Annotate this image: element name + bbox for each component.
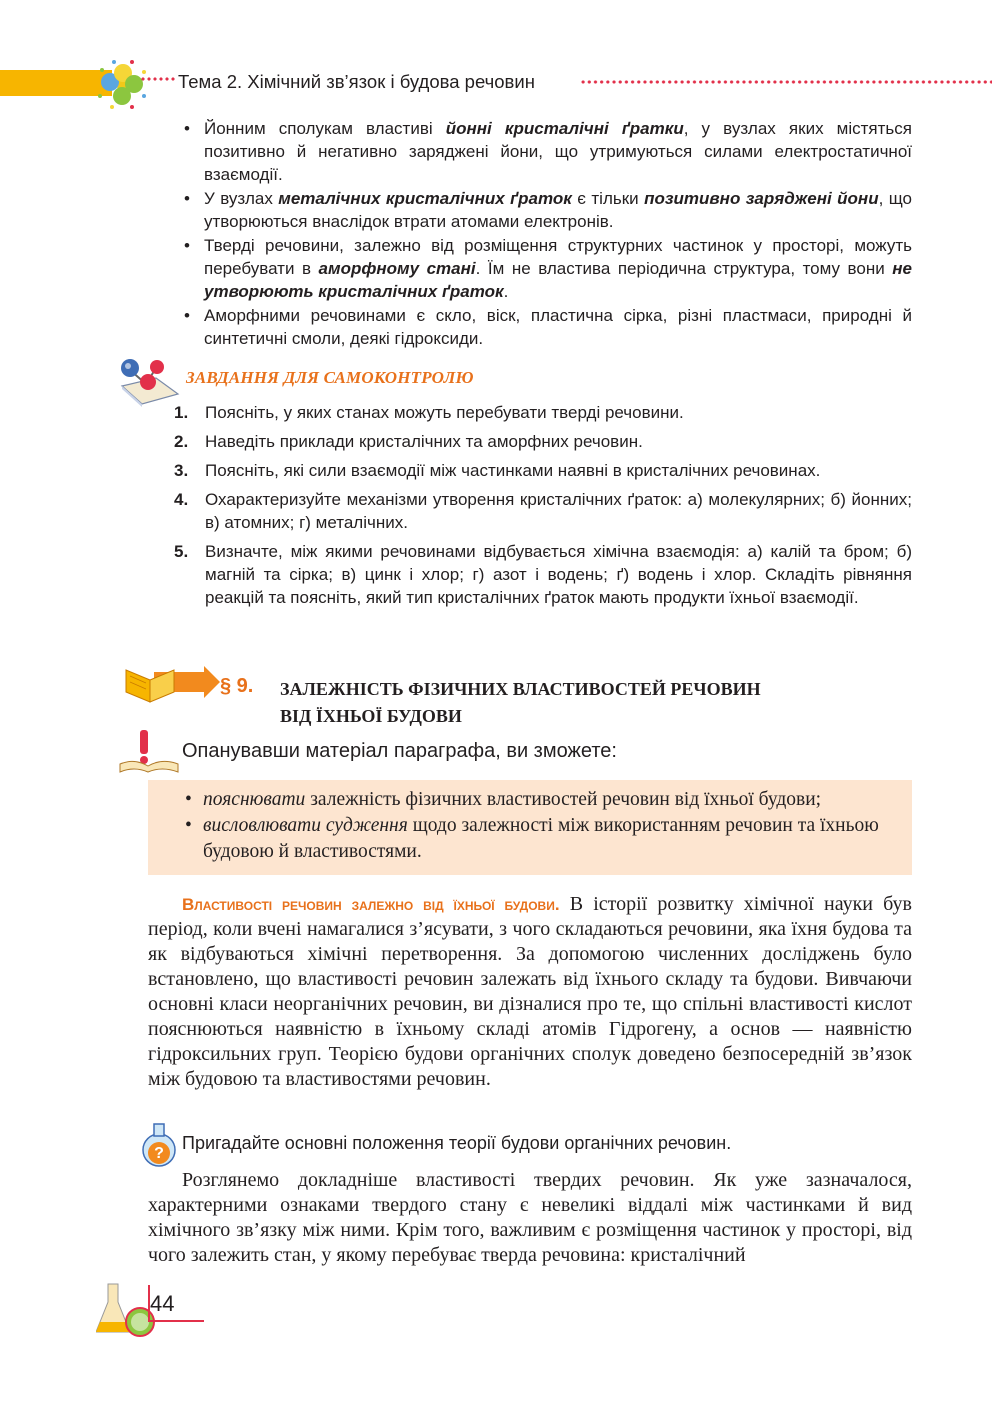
bullet-text: . Їм не властива періодична структура, тому вони — [475, 259, 893, 278]
body-text-1 — [148, 892, 912, 1092]
goals-intro: Опанувавши матеріал параграфа, ви зможете: — [182, 740, 617, 762]
self-control-title: ЗАВДАННЯ ДЛЯ САМОКОНТРОЛЮ — [186, 368, 474, 387]
header-title: Тема 2. Хімічний зв’язок і будова речовин — [178, 71, 535, 92]
task-item — [174, 488, 912, 534]
goal-item — [182, 787, 902, 813]
task-text: Визначте, між якими речовинами відбувається хімічна взаємодія: а) калій та бром; б) магній та сірка; в) цинк і хлор; г) азот і водень; ґ) водень і хлор. Складіть рівняння реакцій та поясніть, який тип кристалічних ґраток мають продукти їхньої взаємодії. — [205, 542, 912, 607]
goals-box — [148, 780, 912, 875]
paragraph-title-line1: ЗАЛЕЖНІСТЬ ФІЗИЧНИХ ВЛАСТИВОСТЕЙ РЕЧОВИН — [280, 679, 761, 699]
emphasis-term: йонні кристалічні ґратки — [445, 119, 684, 138]
bullet-text: Тверді речовини, залежно від розміщення структурних частинок у просторі, можуть перебувати в — [204, 236, 912, 278]
body-text-2: Розглянемо докладніше властивості твердих речовин. Як уже зазначалося, характерними ознаками твердого стану є невеликі віддалі між частинками й вид хімічного зв’язку між ними. Крім того, важливим є розміщення частинок у просторі, від чого залежить стан, у якому перебуває тверда речовина: кристалічний — [148, 1169, 912, 1266]
emphasis-term: аморфному стані — [318, 259, 476, 278]
bullet-text: Йонним сполукам властиві — [204, 119, 446, 138]
emphasis-term: металічних кристалічних ґраток — [278, 189, 572, 208]
task-text: Поясніть, у яких станах можуть перебувати тверді речовини. — [205, 403, 684, 422]
bullet-text: , що утворюються внаслідок втрати атомами електронів. — [204, 189, 912, 231]
task-item — [174, 430, 912, 453]
task-number: 1. — [174, 403, 189, 422]
task-item — [174, 540, 912, 609]
task-number: 2. — [174, 432, 189, 451]
paragraph-title — [280, 676, 840, 730]
goal-item — [182, 813, 902, 865]
bullet-text: . — [503, 282, 509, 301]
goal-text: щодо залежності між використанням речовин та їхньою будовою й властивостями. — [203, 815, 879, 862]
goal-verb: пояснювати — [203, 789, 306, 810]
bullet-text: У вузлах — [204, 189, 279, 208]
bullet-text: є тільки — [571, 189, 645, 208]
task-item — [174, 459, 912, 482]
goal-text: залежність фізичних властивостей речовин від їхньої будови; — [305, 789, 822, 810]
svg-text:?: ? — [154, 1145, 164, 1162]
task-number: 4. — [174, 490, 189, 509]
goals-list — [182, 787, 902, 865]
paragraph-title-line2: ВІД ЇХНЬОЇ БУДОВИ — [280, 706, 462, 726]
recall-prompt: Пригадайте основні положення теорії будови органічних речовин. — [182, 1133, 732, 1153]
book-arrow-icon — [124, 662, 220, 706]
self-control-tasks — [174, 401, 912, 615]
paragraph-number: § 9. — [220, 675, 254, 697]
summary-bullet — [178, 304, 912, 350]
task-text: Охарактеризуйте механізми утворення кристалічних ґраток: а) молекулярних; б) йонних; в) атомних; г) металічних. — [205, 490, 912, 532]
emphasis-term: позитивно заряджені йони — [644, 189, 879, 208]
page-number-rule — [150, 1320, 204, 1322]
emphasis-term: не утворюють кристалічних ґраток — [204, 259, 912, 301]
summary-section — [178, 117, 912, 351]
task-text: Поясніть, які сили взаємодії між частинками наявні в кристалічних речовинах. — [205, 461, 821, 480]
task-number: 3. — [174, 461, 189, 480]
section-heading: Властивості речовин залежно від їхньої будови. — [182, 895, 560, 914]
bullet-text: Аморфними речовинами є скло, віск, пластична сірка, різні пластмаси, природні й синтетичні смоли, деякі гідроксиди. — [204, 306, 912, 348]
question-flask-icon — [140, 1120, 180, 1168]
task-text: Наведіть приклади кристалічних та аморфних речовин. — [205, 432, 643, 451]
exclamation-book-icon — [118, 728, 180, 774]
summary-bullet — [178, 117, 912, 186]
body-text-1-content: В історії розвитку хімічної науки був період, коли вчені намагалися з’ясувати, з чого складаються речовини, яка їхня будова та як відбуваються хімічні перетворення. За допомогою численних досліджень було встановлено, що властивості речовин залежать від їхнього складу та будови. Вивчаючи основні класи неорганічних речовин, ви дізналися про те, що спільні властивості кислот пояснюються наявністю в їхньому складі атомів Гідрогену, а основ — наявністю гідроксильних груп. Теорією будови органічних сполук доведено безпосередній зв’язок між будовою та властивостями речовин. — [148, 893, 912, 1090]
header-dots-left — [140, 73, 176, 85]
header-dots-right — [580, 76, 992, 88]
bullet-text: , у вузлах яких містяться позитивно й негативно заряджені йони, що утримуються силами електростатичної взаємодії. — [204, 119, 912, 184]
summary-bullet — [178, 187, 912, 233]
summary-bullet — [178, 234, 912, 303]
task-item — [174, 401, 912, 424]
self-control-icon — [116, 352, 182, 408]
task-number: 5. — [174, 542, 189, 561]
summary-list — [178, 117, 912, 350]
page-number: 44 — [150, 1291, 175, 1316]
goal-verb: висловлювати судження — [203, 815, 408, 836]
tasks-list — [174, 401, 912, 609]
